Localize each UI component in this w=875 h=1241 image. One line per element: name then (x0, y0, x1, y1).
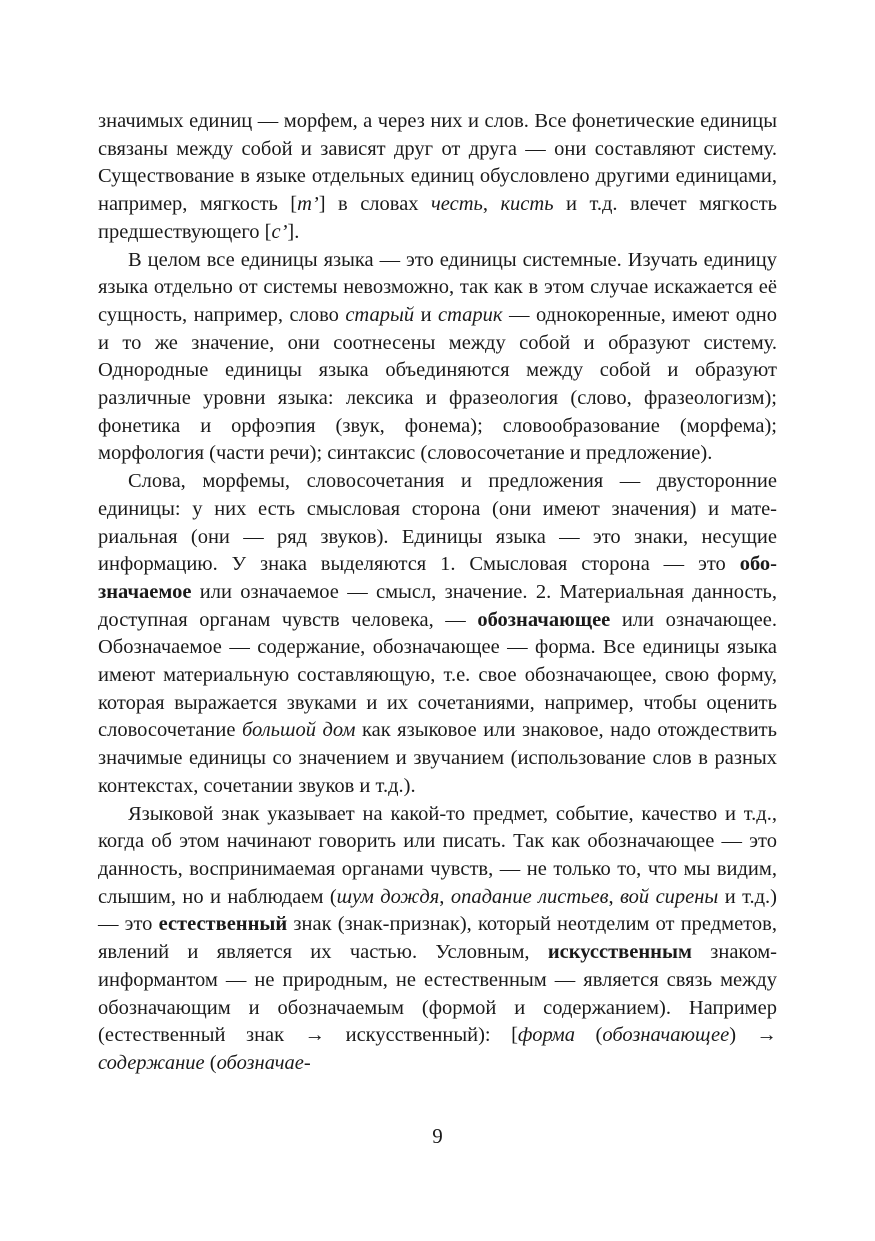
text-run: В целом все единицы языка — это единицы системные. Изучать единицу языка отдельно от системы невозможно, так как в этом случае искажается её сущность, например, слово (98, 248, 777, 326)
page-body (98, 108, 777, 1078)
text-run: , (482, 193, 501, 216)
italic-run: большой дом (241, 719, 356, 742)
paragraph-1 (98, 108, 777, 247)
italic-run: кисть (500, 193, 554, 216)
italic-run: с’ (271, 220, 288, 243)
italic-run: обозначае- (216, 1051, 311, 1074)
italic-run: честь (431, 193, 483, 216)
italic-run: старый (345, 303, 415, 326)
paragraph-4 (98, 801, 777, 1078)
bold-term: обозначающее (477, 608, 611, 631)
bold-term: обозначаемое (98, 553, 777, 603)
text-run: или означаемое — смысл, значение. 2. Материальная данность, доступная органам чувств человека, — (98, 580, 777, 631)
paragraph-2 (98, 247, 777, 469)
bold-term: искусственным (547, 941, 692, 964)
text-run: Слова, морфемы, словосочетания и предложения — двусторонние единицы: у них есть смысловая сторона (они имеют значения) и материальная (они — ряд звуков). Единицы языка — это знаки, несущие информацию. У знака выделяются 1. Смысловая сторона — это (98, 470, 777, 576)
text-run: значимых единиц — морфем, а через них и слов. Все фонетические единицы связаны между собой и зависят друг от друга — они составляют систему. Существование в языке отдельных единиц обусловлено другими единицами, например, мягкость [ (98, 110, 777, 216)
bold-term: естественный (158, 913, 288, 936)
text-run: как языковое или знаковое, надо отождествить значимые единицы со значением и звучанием (использование слов в разных контекстах, сочетании звуков и т.д.). (98, 719, 777, 797)
italic-run: опадание листьев (450, 885, 609, 908)
text-run: и (414, 303, 439, 326)
text-run: знак (знак-признак), который неотделим от предметов, явлений и является их частью. Условным, (98, 913, 777, 964)
italic-run: содержание (98, 1051, 205, 1074)
text-run: ]. (287, 220, 300, 243)
italic-run: вой сирены (620, 885, 719, 908)
text-run: ( (204, 1051, 217, 1074)
text-run: и т.д. влечет мягкость предшествующего [ (98, 193, 777, 243)
text-run: — однокоренные, имеют одно и то же значение, они соотнесены между собой и образуют систему. Однородные единицы языка объединяются между собой и образуют различные уровни языка: лексика и фразеология (слово, фразеологизм); фонетика и орфоэпия (звук, фонема); словообразование (морфема); морфология (части речи); синтаксис (словосочетание и предложение). (98, 303, 778, 465)
text-run: Языковой знак указывает на какой-то предмет, событие, качество и т.д., когда об этом начинают говорить или писать. Так как обозначающее — это данность, воспринимаемая органами чувств, — не только то, что мы видим, слышим, но и наблюдаем ( (98, 802, 777, 908)
italic-run: т’ (297, 193, 319, 216)
text-run: ( (575, 1024, 603, 1047)
text-run: знаком-информантом — не природным, не естественным — является связь между обозначающим и обозначаемым (формой и содержанием). Например (естественный знак → искусственный): [ (98, 941, 778, 1047)
italic-run: шум дождя (336, 885, 440, 908)
text-run: и т.д.) — это (98, 885, 778, 936)
italic-run: форма (517, 1024, 576, 1047)
paragraph-3 (98, 468, 777, 800)
text-run: , (608, 885, 621, 908)
text-run: ) → (729, 1024, 778, 1047)
italic-run: старик (438, 303, 503, 326)
text-run: , (439, 885, 451, 908)
italic-run: обозначающее (602, 1024, 730, 1047)
text-run: ] в словах (318, 193, 432, 216)
text-run: или означающее. Обозначаемое — содержание, обозначающее — форма. Все единицы языка имеют материальную составляющую, т.е. свое обозначающее, свою форму, которая выражается звуками и их сочетаниями, например, чтобы оценить словосочетание (98, 608, 777, 742)
page-number: 9 (432, 1124, 443, 1148)
